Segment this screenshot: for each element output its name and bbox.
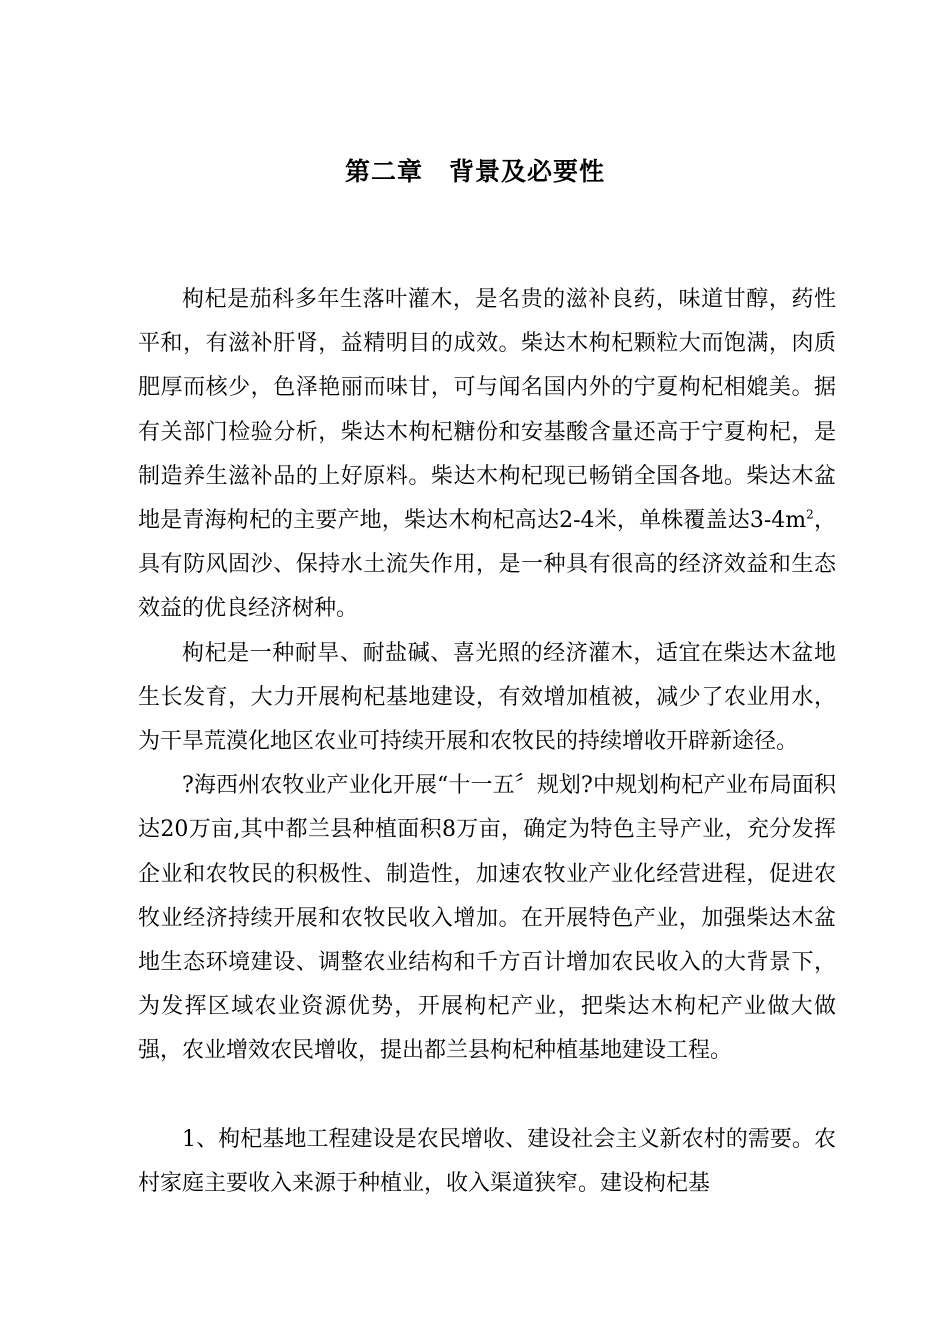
paragraph-1 xyxy=(138,278,836,632)
body-text xyxy=(138,278,836,1206)
paragraph-2: 枸杞是一种耐旱、耐盐碱、喜光照的经济灌木，适宜在柴达木盆地生长发育，大力开展枸杞基地建设，有效增加植被，减少了农业用水，为干旱荒漠化地区农业可持续开展和农牧民的持续增收开辟新途径。 xyxy=(138,640,836,755)
paragraph-4: 1、枸杞基地工程建设是农民增收、建设社会主义新农村的需要。农村家庭主要收入来源于种植业，收入渠道狭窄。建设枸杞基 xyxy=(138,1126,836,1196)
paragraph-3: ?海西州农牧业产业化开展“十一五〞规划?中规划枸杞产业布局面积达20万亩,其中都兰县种植面积8万亩，确定为特色主导产业，充分发挥企业和农牧民的积极性、制造性，加速农牧业产业化经营进程，促进农牧业经济持续开展和农牧民收入增加。在开展特色产业，加强柴达木盆地生态环境建设、调整农业结构和千方百计增加农民收入的大背景下，为发挥区域农业资源优势，开展枸杞产业，把柴达木枸杞产业做大做强，农业增效农民增收，提出都兰县枸杞种植基地建设工程。 xyxy=(138,773,836,1064)
paragraph-1-tail: ，具有防风固沙、保持水土流失作用，是一种具有很高的经济效益和生态效益的优良经济树种。 xyxy=(138,508,836,622)
paragraph-1-superscript: 2 xyxy=(806,507,814,522)
paragraph-1-text: 枸杞是茄科多年生落叶灌木，是名贵的滋补良药，味道甘醇，药性平和，有滋补肝肾，益精明目的成效。柴达木枸杞颗粒大而饱满，肉质肥厚而核少，色泽艳丽而味甘，可与闻名国内外的宁夏枸杞相媲美。据有关部门检验分析，柴达木枸杞糖份和安基酸含量还高于宁夏枸杞，是制造养生滋补品的上好原料。柴达木枸杞现已畅销全国各地。柴达木盆地是青海枸杞的主要产地，柴达木枸杞高达2-4米，单株覆盖达3-4m xyxy=(138,287,836,534)
chapter-title: 第二章 背景及必要性 xyxy=(344,157,605,186)
